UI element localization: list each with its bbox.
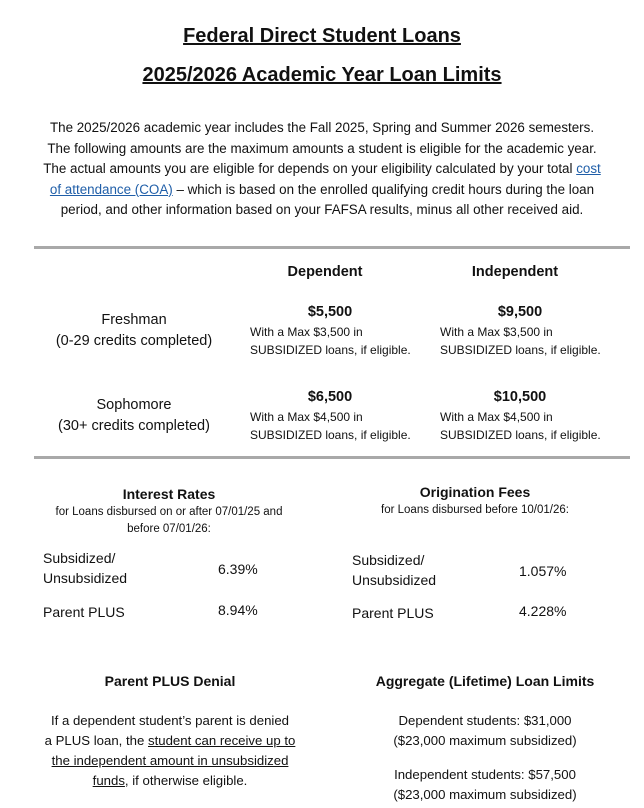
note-sophomore-independent: With a Max $4,500 in SUBSIDIZED loans, if eligible. (440, 410, 601, 442)
aggregate-independent: Independent students: $57,500 ($23,000 maximum subsidized) (393, 767, 577, 802)
row-header-freshman: Freshman (0-29 credits completed) (55, 312, 213, 349)
intro-line: The 2025/2026 academic year includes the Fall 2025, Spring and Summer 2026 semesters. (49, 120, 595, 135)
intro-line: The actual amounts you are eligible for depends on your eligibility calculated by your total cost (43, 161, 601, 176)
parent-plus-denial-text: If a dependent student’s parent is denied a PLUS loan, the student can receive up to the independent amount in unsubsidized funds, if otherwise eligible. (44, 713, 296, 788)
origination-fees-subtitle: for Loans disbursed before 10/01/26: (381, 504, 569, 516)
divider (34, 246, 630, 249)
interest-value-subsidized: 6.39% (218, 561, 258, 577)
amount-freshman-independent: $9,500 (497, 304, 543, 320)
intro-paragraph (24, 118, 620, 221)
fee-value-subsidized: 1.057% (519, 563, 567, 579)
amount-sophomore-dependent: $6,500 (307, 389, 353, 405)
interest-label-parent-plus: Parent PLUS (43, 604, 125, 620)
divider (34, 456, 630, 459)
column-header-independent: Independent (471, 264, 559, 280)
interest-value-parent-plus: 8.94% (218, 602, 258, 618)
note-freshman-independent: With a Max $3,500 in SUBSIDIZED loans, if eligible. (440, 325, 601, 357)
note-freshman-dependent: With a Max $3,500 in SUBSIDIZED loans, if eligible. (250, 325, 411, 357)
amount-freshman-dependent: $5,500 (307, 304, 353, 320)
fee-label-subsidized: Subsidized/ Unsubsidized (352, 552, 437, 588)
aggregate-dependent: Dependent students: $31,000 ($23,000 maximum subsidized) (393, 713, 577, 748)
amount-sophomore-independent: $10,500 (493, 389, 547, 405)
cost-of-attendance-link[interactable]: cost (576, 161, 601, 176)
note-sophomore-dependent: With a Max $4,500 in SUBSIDIZED loans, if eligible. (250, 410, 411, 442)
fee-value-parent-plus: 4.228% (519, 603, 567, 619)
row-header-sophomore: Sophomore (30+ credits completed) (58, 397, 210, 434)
column-header-dependent: Dependent (287, 264, 363, 280)
origination-fees-title: Origination Fees (419, 484, 531, 500)
interest-rates-subtitle: for Loans disbursed on or after 07/01/25 and before 07/01/26: (55, 506, 283, 535)
intro-line: period, and other information based on your FAFSA results, minus all other received aid. (60, 202, 584, 217)
page-subtitle: 2025/2026 Academic Year Loan Limits (142, 64, 502, 86)
aggregate-limits-title: Aggregate (Lifetime) Loan Limits (375, 673, 595, 689)
interest-label-subsidized: Subsidized/ Unsubsidized (43, 550, 128, 586)
parent-plus-denial-title: Parent PLUS Denial (104, 673, 236, 689)
intro-line: of attendance (COA) – which is based on the enrolled qualifying credit hours during the loan (49, 181, 595, 197)
cost-of-attendance-link[interactable]: of attendance (COA) (49, 181, 173, 197)
page-title: Federal Direct Student Loans (183, 25, 461, 47)
interest-rates-title: Interest Rates (122, 486, 216, 502)
intro-line: The following amounts are the maximum amounts a student is eligible for the academic year. (47, 140, 597, 156)
fee-label-parent-plus: Parent PLUS (352, 605, 434, 621)
